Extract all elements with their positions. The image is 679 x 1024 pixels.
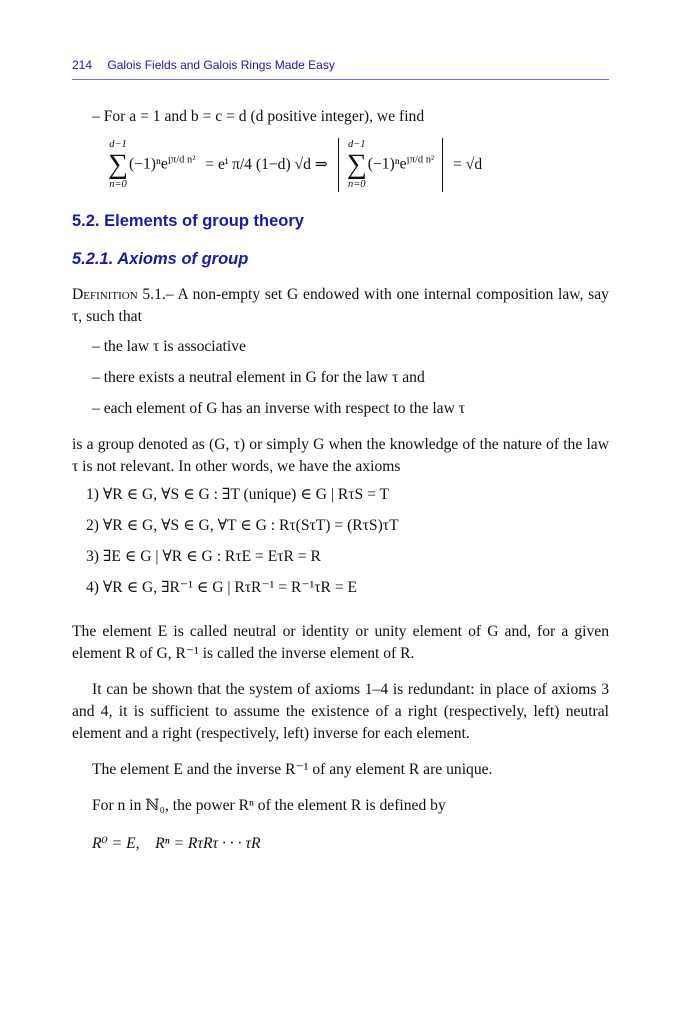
absolute-value bbox=[338, 138, 443, 192]
abs-sum-lower: n=0 bbox=[347, 179, 366, 190]
paragraph-neutral-element: The element E is called neutral or identity or unity element of G and, for a given element R of G, R⁻¹ is called the inverse element of R. bbox=[72, 623, 609, 662]
axiom-3: 3) ∃E ∈ G | ∀R ∈ G : RτE = EτR = R bbox=[86, 548, 321, 565]
subsection-heading: 5.2.1. Axioms of group bbox=[72, 250, 249, 268]
axiom-1: 1) ∀R ∈ G, ∀S ∈ G : ∃T (unique) ∈ G | RτS = T bbox=[86, 486, 390, 503]
paragraph-redundant: It can be shown that the system of axioms 1–4 is redundant: in place of axioms 3 and 4, it is sufficient to assume the existence of a right (respectively, left) neutral element and a right (respectively, left) inverse for each element. bbox=[72, 681, 609, 742]
intro-text: – For a = 1 and b = c = d (d positive integer), we find bbox=[92, 108, 425, 125]
abs-sum-exponent: π/d n² bbox=[409, 154, 435, 166]
definition-text: A non-empty set G endowed with one internal composition law, say τ, such that bbox=[72, 286, 609, 325]
display-equation bbox=[72, 138, 609, 194]
sum-symbol: d−1 ∑ n=0 bbox=[108, 139, 128, 190]
running-header bbox=[72, 58, 609, 80]
definition-label: Definition 5.1.– bbox=[72, 286, 174, 303]
definition-item: – each element of G has an inverse with respect to the law τ bbox=[92, 400, 466, 417]
sum-term: (−1)ⁿeⁱ bbox=[128, 155, 171, 173]
sum-exponent: π/d n² bbox=[170, 154, 196, 166]
page-body bbox=[72, 104, 609, 855]
power-definition-equation: R⁰ = E, Rⁿ = RτRτ · · · τR bbox=[92, 835, 261, 852]
abs-sum-term: (−1)ⁿeⁱ bbox=[367, 155, 410, 173]
paragraph-power: For n in ℕ₀, the power Rⁿ of the element R is defined by bbox=[92, 797, 446, 814]
definition-item: – the law τ is associative bbox=[92, 338, 246, 355]
running-title: Galois Fields and Galois Rings Made Easy bbox=[107, 58, 335, 72]
paragraph-unique: The element E and the inverse R⁻¹ of any element R are unique. bbox=[92, 761, 493, 778]
equation-rhs: = eⁱ π/4 (1−d) √d ⇒ bbox=[205, 155, 328, 173]
sum-lower-limit: n=0 bbox=[109, 179, 127, 190]
axiom-4: 4) ∀R ∈ G, ∃R⁻¹ ∈ G | RτR⁻¹ = R⁻¹τR = E bbox=[86, 579, 358, 596]
axiom-2: 2) ∀R ∈ G, ∀S ∈ G, ∀T ∈ G : Rτ(SτT) = (RτS)τT bbox=[86, 517, 399, 534]
abs-rhs: = √d bbox=[453, 155, 483, 173]
page-number: 214 bbox=[72, 58, 93, 72]
section-heading: 5.2. Elements of group theory bbox=[72, 212, 304, 230]
definition-item: – there exists a neutral element in G for the law τ and bbox=[92, 369, 425, 386]
definition-paragraph bbox=[72, 284, 609, 328]
abs-sum-upper: d−1 bbox=[347, 139, 366, 150]
abs-sum-symbol: d−1 ∑ n=0 bbox=[346, 139, 367, 190]
sum-upper-limit: d−1 bbox=[109, 139, 127, 150]
definition-after-text: is a group denoted as (G, τ) or simply G when the knowledge of the nature of the law τ is not relevant. In other words, we have the axioms bbox=[72, 436, 609, 475]
intro-line bbox=[72, 106, 609, 128]
